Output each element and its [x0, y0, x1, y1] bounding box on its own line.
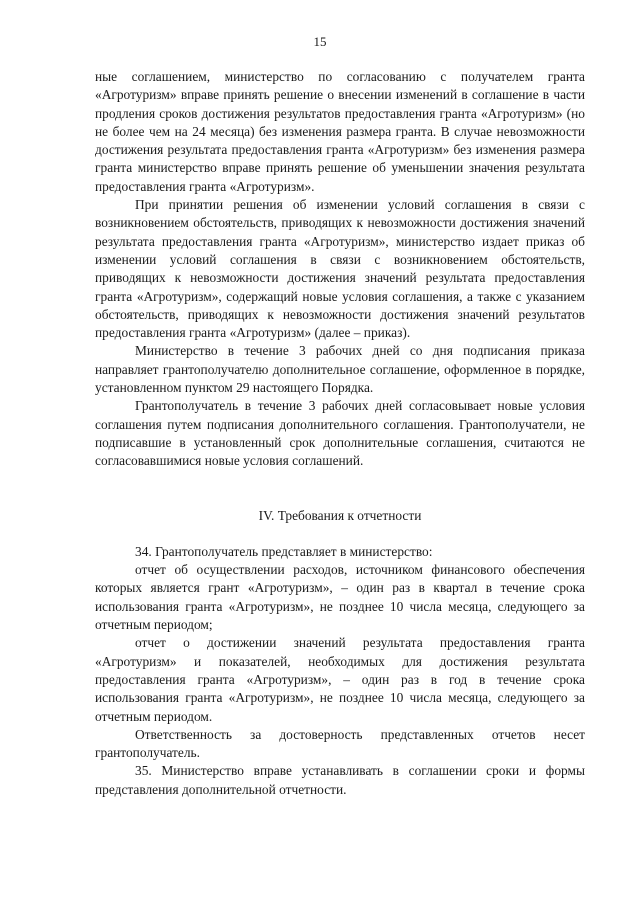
paragraph-35: 35. Министерство вправе устанавливать в соглашении сроки и формы представления дополнительной отчетности.: [95, 763, 585, 797]
section-title: IV. Требования к отчетности: [258, 507, 422, 523]
paragraph-34-results-report: отчет о достижении значений результата предоставления гранта «Агротуризм» и показателей, необходимых для достижения результата предоставления гранта «Агротуризм», – один раз в год в течение срока использования гранта «Агротуризм», не позднее 10 числа месяца, следующего за отчетным периодом.: [95, 635, 585, 724]
page-number: 15: [313, 34, 327, 49]
paragraph-continuation: ные соглашением, министерство по согласованию с получателем гранта «Агротуризм» вправе принять решение о внесении изменений в соглашение в части продления сроков достижения результатов предоставления гранта «Агротуризм» (но не более чем на 24 месяца) без изменения размера гранта. В случае невозможности достижения результата предоставления гранта «Агротуризм» без изменения размера гранта министерство вправе принять решение об уменьшении значения результата предоставления гранта «Агротуризм».: [95, 69, 585, 194]
paragraph-order-issuance: При принятии решения об изменении условий соглашения в связи с возникновением обстоятельств, приводящих к невозможности достижения значений результата предоставления гранта «Агротуризм», министерство издает приказ об изменении условий соглашения в связи с возникновением обстоятельств, приводящих к невозможности достижения значений результата предоставления гранта «Агротуризм», содержащий новые условия соглашения, а также с указанием обстоятельств, приводящих к невозможности достижения значений результатов предоставления гранта «Агротуризм» (далее – приказ).: [95, 197, 585, 341]
paragraph-grantee-agreement: Грантополучатель в течение 3 рабочих дней согласовывает новые условия соглашения путем подписания дополнительного соглашения. Грантополучатели, не подписавшие в установленный срок дополнительные соглашения, считаются не согласовавшимися новые условия соглашений.: [95, 398, 585, 469]
document-body: [95, 68, 585, 799]
paragraph-34-responsibility: Ответственность за достоверность представленных отчетов несет грантополучатель.: [95, 726, 585, 761]
paragraph-34-expenses-report: отчет об осуществлении расходов, источником финансового обеспечения которых является грант «Агротуризм», – один раз в квартал в течение срока использования гранта «Агротуризм», не позднее 10 числа месяца, следующего за отчетным периодом;: [95, 562, 585, 633]
paragraph-additional-agreement: Министерство в течение 3 рабочих дней со дня подписания приказа направляет грантополучателю дополнительное соглашение, оформленное в порядке, установленном пунктом 29 настоящего Порядка.: [95, 343, 585, 396]
paragraph-34: 34. Грантополучатель представляет в министерство:: [135, 543, 433, 559]
